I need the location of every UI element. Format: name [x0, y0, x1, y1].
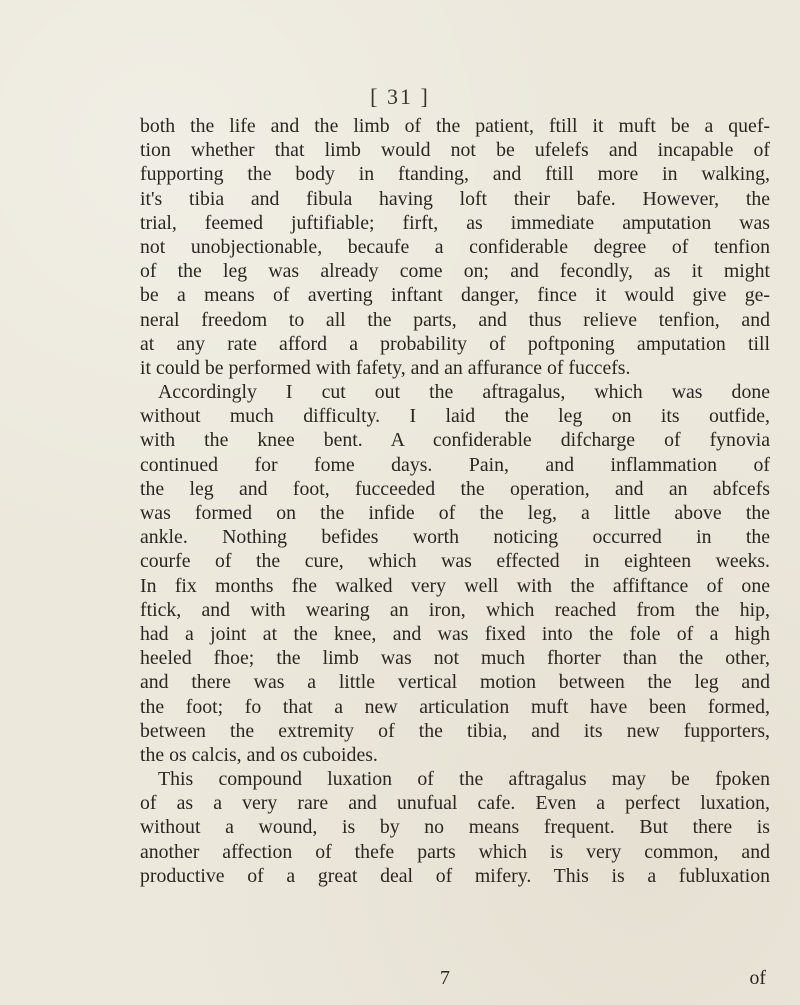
- text-line: ftick, and with wearing an iron, which reached from the hip,: [140, 598, 770, 621]
- text-line: of the leg was already come on; and fecondly, as it might: [140, 260, 770, 283]
- text-line: ankle. Nothing befides worth noticing occurred in the: [140, 526, 770, 549]
- text-line: neral freedom to all the parts, and thus relieve tenfion, and: [140, 308, 770, 331]
- text-line: another affection of thefe parts which is very common, and: [140, 840, 770, 863]
- text-line: the leg and foot, fucceeded the operation, and an abfcefs: [140, 477, 770, 500]
- text-line: without much difficulty. I laid the leg on its outfide,: [140, 405, 770, 428]
- text-line: trial, feemed juftifiable; firft, as immediate amputation was: [140, 211, 770, 234]
- text-line: with the knee bent. A confiderable difcharge of fynovia: [140, 429, 770, 452]
- text-line: it's tibia and fibula having loft their bafe. However, the: [140, 187, 770, 210]
- text-line: Accordingly I cut out the aftragalus, which was done: [158, 381, 770, 404]
- text-line: at any rate afford a probability of poftponing amputation till: [140, 332, 770, 355]
- text-line: of as a very rare and unufual cafe. Even a perfect luxation,: [140, 792, 770, 815]
- text-line: the os calcis, and os cuboides.: [140, 743, 378, 766]
- text-line: tion whether that limb would not be ufelefs and incapable of: [140, 139, 770, 162]
- text-line: both the life and the limb of the patient, ftill it muft be a quef-: [140, 115, 770, 137]
- text-line: it could be performed with fafety, and an affurance of fuccefs.: [140, 356, 631, 379]
- text-line: was formed on the infide of the leg, a little above the: [140, 502, 770, 524]
- text-line: courfe of the cure, which was effected in eighteen weeks.: [140, 550, 770, 573]
- text-line: This compound luxation of the aftragalus may be fpoken: [158, 768, 770, 791]
- text-line: heeled fhoe; the limb was not much fhorter than the other,: [140, 647, 770, 670]
- signature-mark: 7: [440, 967, 450, 989]
- text-line: not unobjectionable, becaufe a confiderable degree of tenfion: [140, 235, 770, 258]
- text-line: productive of a great deal of mifery. This is a fubluxation: [140, 864, 770, 887]
- text-line: without a wound, is by no means frequent. But there is: [140, 816, 770, 839]
- text-line: fupporting the body in ftanding, and ftill more in walking,: [140, 163, 770, 186]
- text-line: be a means of averting inftant danger, fince it would give ge-: [140, 284, 770, 307]
- page-number-header: [ 31 ]: [370, 84, 430, 109]
- text-line: In fix months fhe walked very well with the affiftance of one: [140, 574, 770, 597]
- text-line: continued for fome days. Pain, and inflammation of: [140, 453, 770, 476]
- text-line: the foot; fo that a new articulation muft have been formed,: [140, 695, 770, 718]
- text-line: and there was a little vertical motion between the leg and: [140, 671, 770, 694]
- catchword: of: [749, 967, 766, 989]
- page-footer: [140, 966, 770, 990]
- text-line: between the extremity of the tibia, and its new fupporters,: [140, 719, 770, 742]
- body-text: [140, 114, 770, 888]
- text-line: had a joint at the knee, and was fixed into the fole of a high: [140, 622, 770, 645]
